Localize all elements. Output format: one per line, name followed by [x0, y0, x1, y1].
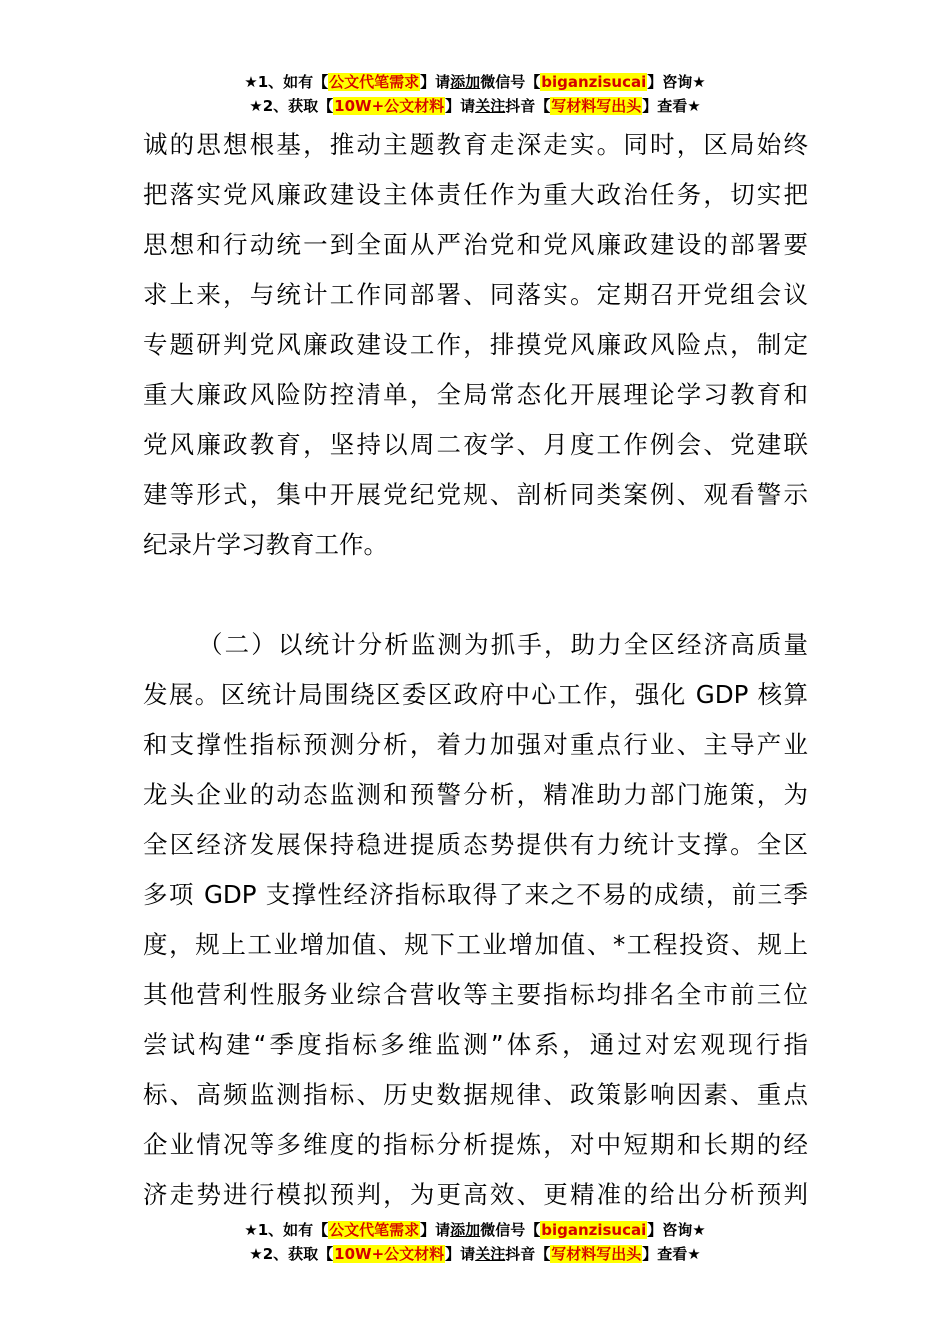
paragraph-2	[143, 620, 808, 1220]
text-line: 标、高频监测指标、历史数据规律、政策影响因素、重点	[143, 1080, 808, 1109]
notice-text: 微信号【	[480, 1221, 541, 1239]
paragraph-spacer	[143, 570, 808, 620]
star-icon: ★	[249, 97, 263, 115]
text-line: 纪录片学习教育工作。	[143, 530, 388, 559]
text-line: 龙头企业的动态监测和预警分析，精准助力部门施策，为	[143, 780, 808, 809]
notice-text: 2、获取【	[262, 1245, 334, 1263]
notice-text: 】请	[420, 73, 451, 91]
text-line: 把落实党风廉政建设主体责任作为重大政治任务，切实把	[143, 180, 808, 209]
notice-text: 1、如有【	[257, 1221, 329, 1239]
text-line: 其他营利性服务业综合营收等主要指标均排名全市前三位	[143, 980, 808, 1009]
notice-text: 1、如有【	[257, 73, 329, 91]
notice-text: 抖音【	[505, 97, 551, 115]
footer-notice	[0, 1218, 950, 1266]
notice-line-1	[0, 70, 950, 94]
star-icon: ★	[692, 73, 706, 91]
document-body	[143, 120, 808, 1220]
star-icon: ★	[692, 1221, 706, 1239]
text-line: 济走势进行模拟预判，为更高效、更精准的给出分析预判	[143, 1180, 808, 1209]
notice-line-1	[0, 1218, 950, 1242]
notice-text: 2、获取【	[262, 97, 334, 115]
star-icon: ★	[687, 97, 701, 115]
header-notice	[0, 70, 950, 118]
text-line: 重大廉政风险防控清单，全局常态化开展理论学习教育和	[143, 380, 808, 409]
text-line: 思想和行动统一到全面从严治党和党风廉政建设的部署要	[143, 230, 808, 259]
notice-text: 抖音【	[505, 1245, 551, 1263]
text-line: 诚的思想根基，推动主题教育走深走实。同时，区局始终	[143, 130, 808, 159]
text-line: 党风廉政教育，坚持以周二夜学、月度工作例会、党建联	[143, 430, 808, 459]
text-line: 发展。区统计局围绕区委区政府中心工作，强化 GDP 核算	[143, 680, 808, 709]
notice-highlight: biganzisucai	[541, 73, 647, 91]
star-icon: ★	[244, 1221, 258, 1239]
paragraph-1	[143, 120, 808, 570]
notice-highlight: 公文代笔需求	[329, 73, 420, 91]
star-icon: ★	[687, 1245, 701, 1263]
notice-underlined: 添加	[450, 1221, 481, 1239]
notice-highlight: 公文代笔需求	[329, 1221, 420, 1239]
text-line: 专题研判党风廉政建设工作，排摸党风廉政风险点，制定	[143, 330, 808, 359]
star-icon: ★	[249, 1245, 263, 1263]
notice-highlight: 写材料写出头	[551, 1245, 642, 1263]
text-line: 全区经济发展保持稳进提质态势提供有力统计支撑。全区	[143, 830, 808, 859]
notice-underlined: 关注	[475, 97, 506, 115]
notice-highlight: biganzisucai	[541, 1221, 647, 1239]
notice-line-2	[0, 94, 950, 118]
notice-highlight: 写材料写出头	[551, 97, 642, 115]
notice-underlined: 添加	[450, 73, 481, 91]
notice-text: 】查看	[642, 97, 688, 115]
text-line: 多项 GDP 支撑性经济指标取得了来之不易的成绩，前三季	[143, 880, 808, 909]
notice-highlight: 10W+公文材料	[334, 97, 445, 115]
text-line: 尝试构建“季度指标多维监测”体系，通过对宏观现行指	[143, 1030, 808, 1059]
notice-underlined: 关注	[475, 1245, 506, 1263]
notice-text: 】请	[420, 1221, 451, 1239]
notice-line-2	[0, 1242, 950, 1266]
notice-text: 微信号【	[480, 73, 541, 91]
notice-text: 】咨询	[647, 73, 693, 91]
star-icon: ★	[244, 73, 258, 91]
notice-text: 】请	[445, 1245, 476, 1263]
notice-text: 】请	[445, 97, 476, 115]
notice-text: 】查看	[642, 1245, 688, 1263]
text-line: 度，规上工业增加值、规下工业增加值、*工程投资、规上	[143, 930, 808, 959]
text-line: 企业情况等多维度的指标分析提炼，对中短期和长期的经	[143, 1130, 808, 1159]
notice-text: 】咨询	[647, 1221, 693, 1239]
notice-highlight: 10W+公文材料	[334, 1245, 445, 1263]
text-line: 和支撑性指标预测分析，着力加强对重点行业、主导产业	[143, 730, 808, 759]
text-line: 建等形式，集中开展党纪党规、剖析同类案例、观看警示	[143, 480, 808, 509]
text-line: （二）以统计分析监测为抓手，助力全区经济高质量	[198, 630, 808, 659]
text-line: 求上来，与统计工作同部署、同落实。定期召开党组会议	[143, 280, 808, 309]
